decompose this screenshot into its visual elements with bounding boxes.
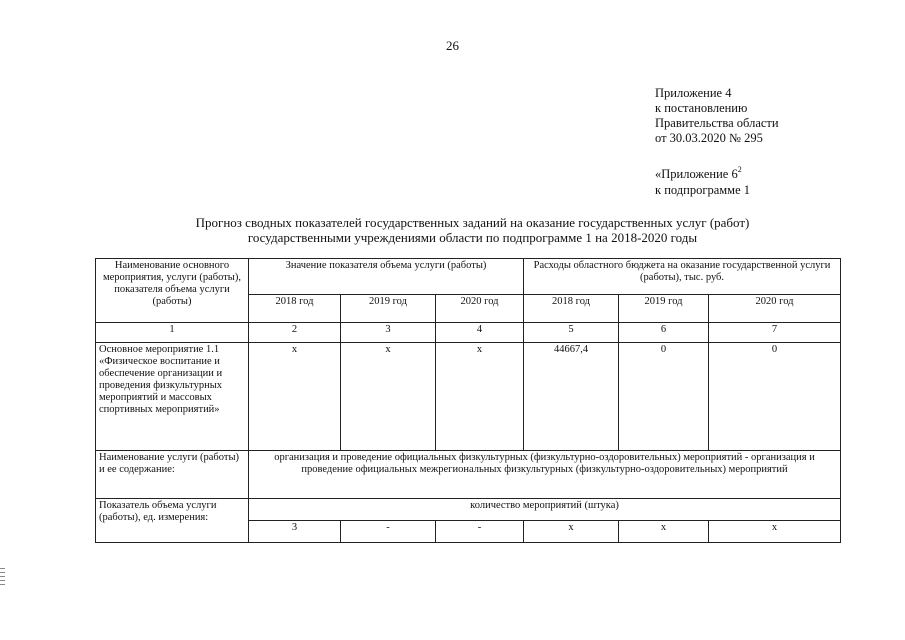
column-number: 1 (96, 323, 249, 343)
indicator-value: х (619, 521, 709, 543)
header-volume-group: Значение показателя объема услуги (работы) (249, 259, 524, 295)
page-number: 26 (446, 38, 459, 53)
year-header: 2020 год (709, 295, 841, 323)
main-event-value: 0 (709, 343, 841, 451)
margin-marks (0, 568, 5, 586)
year-header: 2020 год (436, 295, 524, 323)
indicator-value: 3 (249, 521, 341, 543)
indicator-label: Показатель объема услуги (работы), ед. измерения: (96, 499, 249, 543)
main-event-value: 0 (619, 343, 709, 451)
indicator-unit: количество мероприятий (штука) (249, 499, 841, 521)
year-header: 2018 год (249, 295, 341, 323)
sub-annex-superscript: 2 (737, 165, 742, 174)
sub-annex-block (655, 166, 750, 198)
column-number: 6 (619, 323, 709, 343)
annex-line: Правительства области (655, 116, 779, 130)
year-header: 2019 год (341, 295, 436, 323)
annex-line: Приложение 4 (655, 86, 732, 100)
title-line-1: Прогноз сводных показателей государственных заданий на оказание государственных услуг (работ) (195, 215, 750, 230)
column-number: 5 (524, 323, 619, 343)
document-title (100, 215, 845, 245)
sub-annex-line-2: к подпрограмме 1 (655, 183, 750, 197)
annex-line: от 30.03.2020 № 295 (655, 131, 763, 145)
year-header: 2018 год (524, 295, 619, 323)
main-event-value: х (341, 343, 436, 451)
main-event-name: Основное мероприятие 1.1 «Физическое воспитание и обеспечение организации и проведения физкультурных мероприятий и массовых спортивных мероприятий» (96, 343, 249, 451)
header-expenses-group: Расходы областного бюджета на оказание государственной услуги (работы), тыс. руб. (524, 259, 841, 295)
main-event-value: 44667,4 (524, 343, 619, 451)
year-header: 2019 год (619, 295, 709, 323)
indicator-value: - (436, 521, 524, 543)
column-number: 2 (249, 323, 341, 343)
annex-line: к постановлению (655, 101, 748, 115)
indicator-value: х (524, 521, 619, 543)
title-line-2: государственными учреждениями области по подпрограмме 1 на 2018-2020 годы (247, 230, 698, 245)
column-number: 3 (341, 323, 436, 343)
sub-annex-prefix: «Приложение 6 (655, 167, 738, 181)
main-event-value: х (436, 343, 524, 451)
column-number: 4 (436, 323, 524, 343)
sub-annex-line (655, 166, 750, 182)
service-content: организация и проведение официальных физкультурных (физкультурно-оздоровительных) мероприятий - организация и проведение официальных межрегиональных физкультурных (физкультурно-оздоровительных) мероприятий (249, 451, 841, 499)
indicator-value: х (709, 521, 841, 543)
forecast-table (95, 258, 841, 543)
indicator-value: - (341, 521, 436, 543)
column-number: 7 (709, 323, 841, 343)
main-event-value: х (249, 343, 341, 451)
header-name-column: Наименование основного мероприятия, услуги (работы), показателя объема услуги (работы) (96, 259, 249, 323)
service-label: Наименование услуги (работы) и ее содержание: (96, 451, 249, 499)
annex-block (655, 86, 779, 146)
